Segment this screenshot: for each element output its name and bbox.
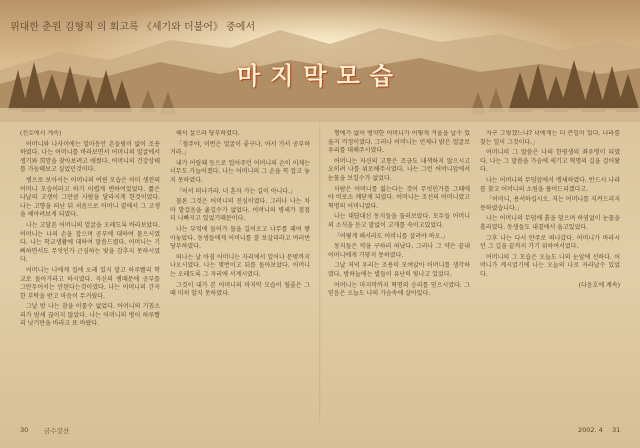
paragraph: 「어떻게 해서라도 어머니를 살려야 하오.」: [334, 232, 449, 240]
paragraph: 병으로 보아서는 어머니의 여윈 모습은 이미 생전의 어머니 모습이라고 하기 어렵게 변하여있었다. 짧은 나날의 고생이 그만큼 사람을 달라지게 한것이였다. 나는 고향을 떠난 뒤 처음으로 어머니 곁에서 그 고생을 헤아려보게 되였다.: [20, 176, 160, 219]
paragraph: 그후 나는 다시 만주로 떠나갔다. 어머니가 바라시던 그 길을 끝까지 가기 위하여서였다.: [480, 234, 620, 251]
paragraph: 나는 어머니의 무덤앞에서 맹세하였다. 반드시 나라를 찾고 어머니의 소원을 풀어드리겠다고.: [480, 176, 620, 193]
paragraph: 「어머니, 용서하십시오. 저는 어머니를 지켜드리지 못하였습니다.」: [480, 196, 620, 212]
paragraph: 자구 그렇겠느냐? 너에게는 더 큰일이 있다. 나라를 찾는 일이 그것이다.」: [480, 130, 620, 146]
paragraph: 그날 밤 나는 잠을 이룰수 없었다. 어머니의 기침소리가 밤새 끊이지 않았다. 나는 어머니의 병이 하루빨리 낫기만을 바라고 또 바랐다.: [20, 303, 160, 328]
series-caption-strip: [0, 14, 640, 36]
series-caption: 위대한 춘원 김형직 의 회고록 《세기와 더불어》 중에서: [10, 22, 256, 33]
paragraph: 사람은 어머니를 잃는다는 것이 무엇인가를 그때에야 비로소 깨닫게 되였다. 어머니는 조선의 어머니였고 혁명의 어머니였다.: [328, 185, 470, 210]
paragraph: 어머니의 그 말씀은 나의 한평생의 좌우명이 되였다. 나는 그 말씀을 가슴에 새기고 혁명의 길을 걸어왔다.: [480, 149, 620, 174]
paragraph: 어머니와 나사이에는 얼마동안 흔들림이 없이 조용하였다. 나는 어머니를 바라보면서 어머니의 얼굴에서 생기와 희망을 찾아보려고 애썼다. 어머니의 건강상태를 가늠해보고 싶었던것이다.: [20, 140, 160, 174]
paragraph: 어머니는 자신의 고통은 조금도 내색하지 않으시고 오히려 나를 위로해주시였다. 나는 그런 어머니앞에서 눈물을 보일수가 없었다.: [328, 157, 470, 182]
page-number-right: 31: [612, 426, 621, 434]
text-column-3: [328, 130, 470, 420]
text-column-2: [170, 130, 310, 420]
paragraph: 그것이 내가 본 어머니의 마지막 모습이 될줄은 그때 미처 알지 못하였다.: [170, 281, 310, 298]
paragraph: 「철주야, 이번은 얼굴이 좋구나. 어서 가서 공부하거라.」: [170, 140, 310, 157]
paragraph: 해서 살으라 당부하였다.: [176, 130, 240, 137]
magazine-name: 금수강산: [44, 427, 70, 435]
paragraph: 어머니는 나에게 집에 오래 있지 말고 하루빨리 학교로 돌아가라고 하시였다. 자신의 병때문에 공부를 그만두어서는 안된다는것이였다. 나는 어머니의 간곡한 부탁을 받고 마음이 무거웠다.: [20, 266, 160, 300]
issue-date: 2002. 4: [578, 426, 603, 434]
paragraph: 어머니의 그 모습은 오늘도 나의 눈앞에 선하다. 어머니가 계시였기에 나는 오늘의 나로 자라날수 있었다.: [480, 253, 620, 278]
to-be-continued-note: (다음호에 계속): [578, 281, 620, 289]
paragraph: 「어서 떠나거라. 너 혼자 가는 길이 아니다.」: [176, 187, 296, 195]
paragraph: 행에가 없어 병약한 어머니가 어떻게 겨울을 날수 있을지 걱정이였다. 그러나 어머니는 언제나 밝은 얼굴로 우리를 대해주시였다.: [328, 130, 470, 155]
paragraph: 그날 저녁 우리는 조용히 모여앉아 어머니를 생각하였다. 밤하늘에는 별들이 유난히 빛나고 있었다.: [328, 262, 470, 278]
paragraph: 나는 어머니의 무덤에 흙을 덮으며 하염없이 눈물을 흘리였다. 동생들도 내곁에서 울고있었다.: [480, 215, 620, 231]
page-gutter: [319, 122, 321, 422]
page-number-left: 30: [20, 426, 29, 434]
continuation-note: (전호에서 계속): [20, 130, 62, 137]
paragraph: 나는 부엌에 들어가 물을 길어오고 나무를 패여 쌓아놓았다. 동생들에게 어머니를 잘 보살피라고 여러번 당부하였다.: [170, 225, 310, 251]
article-title: 마지막모습: [237, 62, 403, 90]
paragraph: 물론 그것은 어머니의 진심이였다. 그러나 나는 차마 발걸음을 옮길수가 없었다. 어머니의 병세가 점점 더 나빠지고 있었기때문이다.: [170, 198, 310, 223]
paragraph: 나는 고달픈 어머니의 얼굴을 오래도록 바라보았다. 어머니는 나의 손을 잡으며 공부에 대하여 물으시였다. 나는 학교생활에 대하여 말씀드렸다. 어머니는 기뻐하면서도 무엇인가 근심하는 빛을 감추지 못하시였다.: [20, 221, 160, 264]
paragraph: 나는 대답대신 동지들을 둘러보았다. 모두들 어머니의 소식을 듣고 말없이 고개를 숙이고있었다.: [328, 213, 470, 229]
paragraph: 어머니는 마지막까지 혁명의 승리를 믿으시였다. 그 믿음은 오늘도 나의 가슴속에 살아있다.: [328, 281, 470, 298]
paragraph: 내가 어릴때 등으로 업어주던 어머니의 손이 이제는 너무도 가늘어졌다. 나는 어머니의 그 손을 꼭 잡고 놓지 못하였다.: [170, 159, 310, 184]
text-column-1: [20, 130, 160, 420]
paragraph: 동지들은 약을 구하러 떠났다. 그러나 그 약은 끝내 어머니에게 가닿지 못하였다.: [328, 243, 470, 259]
page-footer: [0, 424, 640, 438]
text-column-4: [480, 130, 620, 420]
paragraph: 떠나는 날 아침 어머니는 자리에서 일어나 문밖까지 나오시였다. 나는 몇번이고 뒤를 돌아보았다. 어머니는 오래도록 그 자리에 서계시였다.: [170, 253, 310, 278]
